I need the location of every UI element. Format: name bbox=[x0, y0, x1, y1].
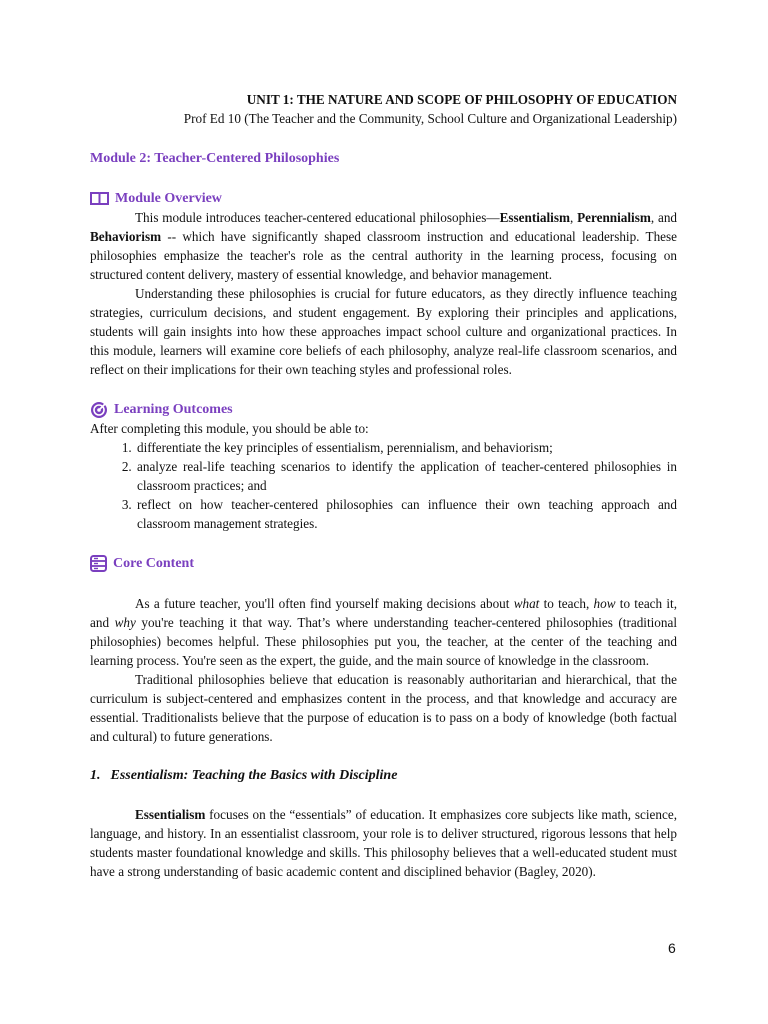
overview-paragraph-2: Understanding these philosophies is crucial for future educators, as they directly influence teaching strategies, curriculum decisions, and student engagement. By exploring their principles and applications, students will gain insights into how these approaches impact school culture and organizational practices. In this module, learners will examine core beliefs of each philosophy, analyze real-life classroom scenarios, and reflect on their implications for their own teaching styles and professional roles. bbox=[90, 286, 677, 377]
core-content-heading bbox=[90, 554, 677, 573]
module-overview-label: Module Overview bbox=[115, 191, 222, 206]
essentialism-paragraph: Essentialism focuses on the “essentials” of education. It emphasizes core subjects like math, science, language, and history. In an essentialist classroom, your role is to deliver structured, rigorous lessons that help students master foundational knowledge and skills. This philosophy believes that a well-educated student must have a strong understanding of basic academic content and disciplined behavior (Bagley, 2020). bbox=[90, 807, 677, 879]
content-list-icon bbox=[90, 555, 107, 572]
module-overview-heading bbox=[90, 189, 677, 208]
core-paragraph-1: As a future teacher, you'll often find yourself making decisions about what to teach, how to teach it, and why you're teaching it that way. That’s where understanding teacher-centered philosophies (traditional philosophies) becomes helpful. These philosophies put you, the teacher, at the center of the teaching and learning process. You're seen as the expert, the guide, and the main source of knowledge in the classroom. bbox=[90, 596, 678, 668]
document-page bbox=[90, 90, 677, 881]
page-number: 6 bbox=[668, 940, 676, 956]
unit-title: UNIT 1: THE NATURE AND SCOPE OF PHILOSOPHY OF EDUCATION bbox=[246, 92, 677, 107]
core-paragraph-2: Traditional philosophies believe that education is reasonably authoritarian and hierarchical, that the curriculum is subject-centered and emphasizes content in the process, and that knowledge and accuracy are essential. Traditionalists believe that the purpose of education is to pass on a body of knowledge (both factual and cultural) to future generations. bbox=[90, 672, 677, 744]
course-title: Prof Ed 10 (The Teacher and the Community, School Culture and Organizational Leadership) bbox=[183, 111, 677, 126]
module-title: Module 2: Teacher-Centered Philosophies bbox=[90, 151, 340, 166]
target-icon bbox=[90, 401, 108, 419]
essentialism-title: Essentialism: Teaching the Basics with Discipline bbox=[110, 768, 398, 783]
outcomes-intro: After completing this module, you should be able to: bbox=[90, 421, 369, 436]
essentialism-heading bbox=[90, 766, 677, 785]
outcome-item: 2. analyze real-life teaching scenarios to identify the application of teacher-centered philosophies in classroom practices; and bbox=[135, 457, 677, 495]
learning-outcomes-heading bbox=[90, 400, 677, 419]
learning-outcomes-label: Learning Outcomes bbox=[114, 402, 233, 417]
essentialism-number: 1. bbox=[90, 768, 101, 783]
core-content-label: Core Content bbox=[113, 556, 195, 571]
open-book-icon bbox=[90, 191, 109, 206]
overview-paragraph-1: This module introduces teacher-centered educational philosophies—Essentialism, Perennialism, and Behaviorism -- which have significantly shaped classroom instruction and educational leadership. These philosophies emphasize the teacher's role as the central authority in the learning process, focusing on structured content delivery, mastery of essential knowledge, and behavior management. bbox=[90, 210, 678, 282]
outcome-item: 3. reflect on how teacher-centered philosophies can influence their own teaching approach and classroom management strategies. bbox=[135, 495, 677, 533]
outcome-item: 1. differentiate the key principles of essentialism, perennialism, and behaviorism; bbox=[135, 438, 677, 457]
outcomes-list bbox=[90, 438, 677, 533]
